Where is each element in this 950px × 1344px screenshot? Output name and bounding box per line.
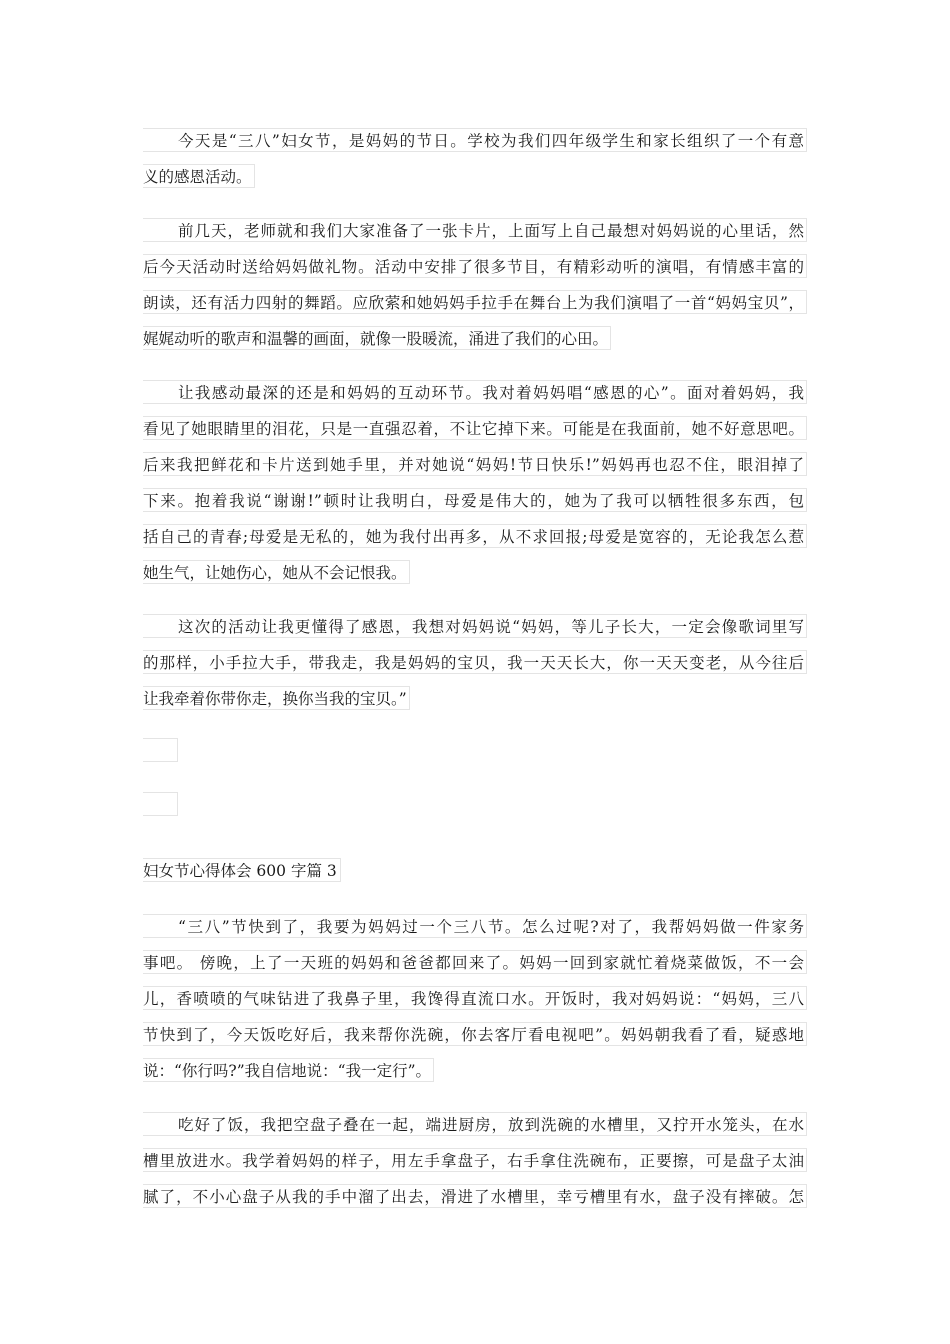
- text-line: 让我感动最深的还是和妈妈的互动环节。我对着妈妈唱“感恩的心”。面对着妈妈，我: [143, 380, 807, 404]
- text-line: 槽里放进水。我学着妈妈的样子，用左手拿盘子，右手拿住洗碗布，正要擦，可是盘子太油: [143, 1148, 807, 1172]
- text-line: 腻了，不小心盘子从我的手中溜了出去，滑进了水槽里，幸亏槽里有水，盘子没有摔破。怎: [143, 1184, 807, 1208]
- text-line: 的那样，小手拉大手，带我走，我是妈妈的宝贝，我一天天长大，你一天天变老，从今往后: [143, 650, 807, 674]
- text-line: 下来。抱着我说“谢谢!”顿时让我明白，母爱是伟大的，她为了我可以牺牲很多东西，包: [143, 488, 807, 512]
- text-line: 前几天，老师就和我们大家准备了一张卡片，上面写上自己最想对妈妈说的心里话，然: [143, 218, 807, 242]
- text-line: 节快到了，今天饭吃好后，我来帮你洗碗，你去客厅看电视吧”。妈妈朝我看了看，疑惑地: [143, 1022, 807, 1046]
- text-line: 今天是“三八”妇女节，是妈妈的节日。学校为我们四年级学生和家长组织了一个有意: [143, 128, 807, 152]
- text-line: 这次的活动让我更懂得了感恩，我想对妈妈说“妈妈，等儿子长大，一定会像歌词里写: [143, 614, 807, 638]
- text-line: 括自己的青春;母爱是无私的，她为我付出再多，从不求回报;母爱是宽容的，无论我怎么惹: [143, 524, 807, 548]
- text-line: 娓娓动听的歌声和温馨的画面，就像一股暖流，涌进了我们的心田。: [143, 326, 611, 350]
- text-line: 事吧。 傍晚，上了一天班的妈妈和爸爸都回来了。妈妈一回到家就忙着烧菜做饭，不一会: [143, 950, 807, 974]
- text-line: 让我牵着你带你走，换你当我的宝贝。”: [143, 686, 410, 710]
- text-line: 义的感恩活动。: [143, 164, 255, 188]
- section-heading: 妇女节心得体会 600 字篇 3: [143, 858, 341, 882]
- text-line: 后来我把鲜花和卡片送到她手里，并对她说“妈妈!节日快乐!”妈妈再也忍不住，眼泪掉了: [143, 452, 807, 476]
- text-line: 她生气，让她伤心，她从不会记恨我。: [143, 560, 410, 584]
- text-line: 说：“你行吗?”我自信地说：“我一定行”。: [143, 1058, 434, 1082]
- empty-line-box: [143, 738, 178, 762]
- text-line: 儿，香喷喷的气味钻进了我鼻子里，我馋得直流口水。开饭时，我对妈妈说：“妈妈，三八: [143, 986, 807, 1010]
- text-line: 看见了她眼睛里的泪花，只是一直强忍着，不让它掉下来。可能是在我面前，她不好意思吧。: [143, 416, 807, 440]
- text-line: “三八”节快到了，我要为妈妈过一个三八节。怎么过呢?对了，我帮妈妈做一件家务: [143, 914, 807, 938]
- text-line: 后今天活动时送给妈妈做礼物。活动中安排了很多节目，有精彩动听的演唱，有情感丰富的: [143, 254, 807, 278]
- text-line: 吃好了饭，我把空盘子叠在一起，端进厨房，放到洗碗的水槽里，又拧开水笼头，在水: [143, 1112, 807, 1136]
- empty-line-box: [143, 792, 178, 816]
- text-line: 朗读，还有活力四射的舞蹈。应欣萦和她妈妈手拉手在舞台上为我们演唱了一首“妈妈宝贝”，: [143, 290, 807, 314]
